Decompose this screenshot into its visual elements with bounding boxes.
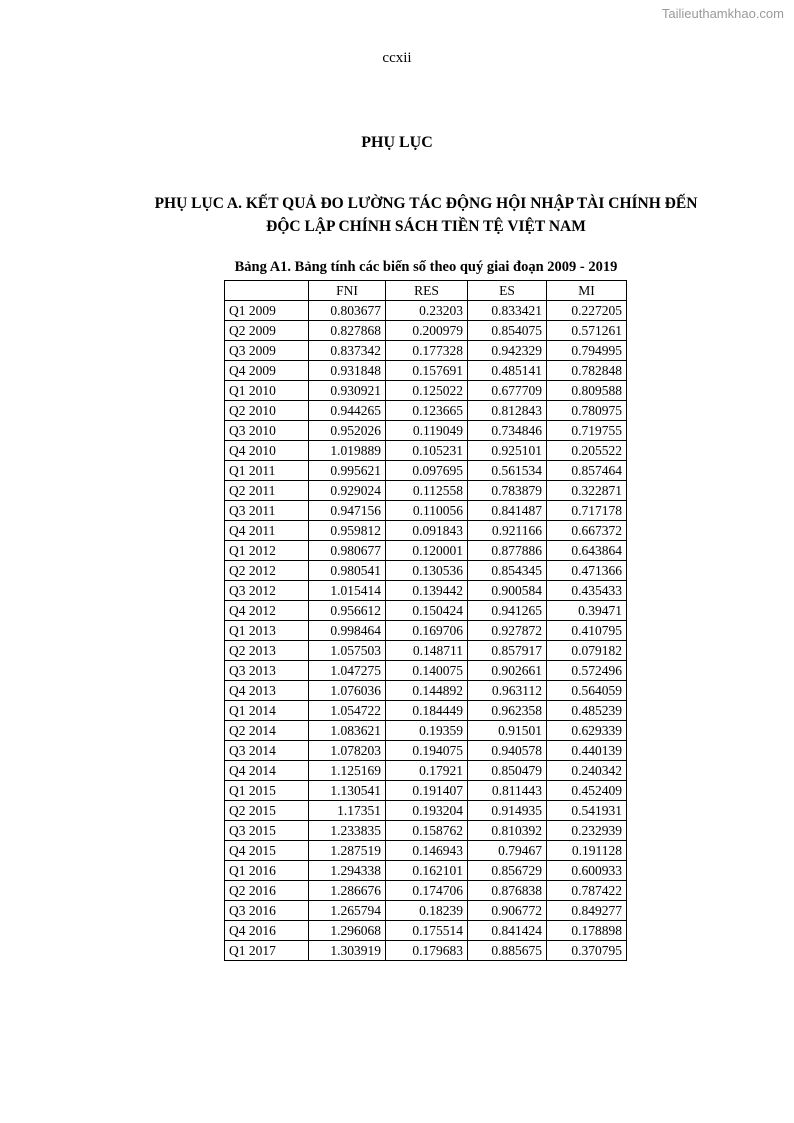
value-cell: 0.91501: [468, 721, 547, 741]
value-cell: 1.083621: [309, 721, 386, 741]
value-cell: 0.079182: [547, 641, 627, 661]
value-cell: 0.956612: [309, 601, 386, 621]
value-cell: 0.600933: [547, 861, 627, 881]
period-cell: Q2 2011: [225, 481, 309, 501]
value-cell: 1.294338: [309, 861, 386, 881]
value-cell: 0.091843: [386, 521, 468, 541]
table-row: [225, 881, 627, 901]
period-cell: Q1 2016: [225, 861, 309, 881]
period-cell: Q1 2015: [225, 781, 309, 801]
value-cell: 0.906772: [468, 901, 547, 921]
value-cell: 0.717178: [547, 501, 627, 521]
value-cell: 0.854075: [468, 321, 547, 341]
period-cell: Q1 2013: [225, 621, 309, 641]
table-row: [225, 601, 627, 621]
value-cell: 0.139442: [386, 581, 468, 601]
period-cell: Q3 2012: [225, 581, 309, 601]
value-cell: 0.667372: [547, 521, 627, 541]
value-cell: 0.876838: [468, 881, 547, 901]
value-cell: 1.019889: [309, 441, 386, 461]
table-row: [225, 521, 627, 541]
value-cell: 0.097695: [386, 461, 468, 481]
value-cell: 0.23203: [386, 301, 468, 321]
value-cell: 0.929024: [309, 481, 386, 501]
period-cell: Q2 2009: [225, 321, 309, 341]
table-row: [225, 501, 627, 521]
period-cell: Q1 2012: [225, 541, 309, 561]
value-cell: 0.561534: [468, 461, 547, 481]
period-cell: Q3 2015: [225, 821, 309, 841]
value-cell: 0.857464: [547, 461, 627, 481]
value-cell: 0.140075: [386, 661, 468, 681]
value-cell: 1.076036: [309, 681, 386, 701]
value-cell: 1.125169: [309, 761, 386, 781]
table-row: [225, 861, 627, 881]
value-cell: 0.232939: [547, 821, 627, 841]
value-cell: 1.130541: [309, 781, 386, 801]
table-row: [225, 761, 627, 781]
value-cell: 0.410795: [547, 621, 627, 641]
value-cell: 0.452409: [547, 781, 627, 801]
value-cell: 0.837342: [309, 341, 386, 361]
table-row: [225, 741, 627, 761]
value-cell: 0.193204: [386, 801, 468, 821]
value-cell: 0.940578: [468, 741, 547, 761]
value-cell: 0.794995: [547, 341, 627, 361]
value-cell: 0.944265: [309, 401, 386, 421]
value-cell: 1.17351: [309, 801, 386, 821]
period-cell: Q3 2011: [225, 501, 309, 521]
value-cell: 0.952026: [309, 421, 386, 441]
value-cell: 0.962358: [468, 701, 547, 721]
value-cell: 0.564059: [547, 681, 627, 701]
value-cell: 0.150424: [386, 601, 468, 621]
table-row: [225, 701, 627, 721]
value-cell: 0.541931: [547, 801, 627, 821]
value-cell: 0.175514: [386, 921, 468, 941]
value-cell: 0.194075: [386, 741, 468, 761]
value-cell: 0.783879: [468, 481, 547, 501]
value-cell: 0.130536: [386, 561, 468, 581]
value-cell: 0.833421: [468, 301, 547, 321]
table-row: [225, 321, 627, 341]
period-cell: Q2 2016: [225, 881, 309, 901]
period-cell: Q3 2010: [225, 421, 309, 441]
value-cell: 0.18239: [386, 901, 468, 921]
value-cell: 0.162101: [386, 861, 468, 881]
table-row: [225, 461, 627, 481]
value-cell: 0.148711: [386, 641, 468, 661]
value-cell: 0.810392: [468, 821, 547, 841]
value-cell: 0.959812: [309, 521, 386, 541]
value-cell: 0.877886: [468, 541, 547, 561]
value-cell: 0.942329: [468, 341, 547, 361]
value-cell: 0.809588: [547, 381, 627, 401]
period-cell: Q4 2012: [225, 601, 309, 621]
value-cell: 1.303919: [309, 941, 386, 961]
value-cell: 0.811443: [468, 781, 547, 801]
value-cell: 0.572496: [547, 661, 627, 681]
value-cell: 0.980677: [309, 541, 386, 561]
value-cell: 0.322871: [547, 481, 627, 501]
section-title: [60, 192, 792, 238]
table-row: [225, 401, 627, 421]
period-cell: Q4 2009: [225, 361, 309, 381]
value-cell: 0.850479: [468, 761, 547, 781]
value-cell: 0.677709: [468, 381, 547, 401]
period-cell: Q2 2010: [225, 401, 309, 421]
table-row: [225, 421, 627, 441]
header-cell-res: RES: [386, 281, 468, 301]
period-cell: Q2 2012: [225, 561, 309, 581]
table-row: [225, 781, 627, 801]
value-cell: 0.963112: [468, 681, 547, 701]
period-cell: Q1 2014: [225, 701, 309, 721]
value-cell: 0.485239: [547, 701, 627, 721]
section-title-line-1: PHỤ LỤC A. KẾT QUẢ ĐO LƯỜNG TÁC ĐỘNG HỘI NHẬP TÀI CHÍNH ĐẾN: [154, 195, 698, 212]
value-cell: 0.930921: [309, 381, 386, 401]
value-cell: 0.998464: [309, 621, 386, 641]
value-cell: 1.054722: [309, 701, 386, 721]
value-cell: 0.157691: [386, 361, 468, 381]
value-cell: 0.856729: [468, 861, 547, 881]
value-cell: 0.812843: [468, 401, 547, 421]
period-cell: Q4 2011: [225, 521, 309, 541]
value-cell: 0.435433: [547, 581, 627, 601]
watermark: Tailieuthamkhao.com: [661, 6, 784, 21]
value-cell: 0.780975: [547, 401, 627, 421]
table-row: [225, 941, 627, 961]
value-cell: 0.643864: [547, 541, 627, 561]
table-row: [225, 441, 627, 461]
table-row: [225, 341, 627, 361]
value-cell: 1.265794: [309, 901, 386, 921]
value-cell: 0.123665: [386, 401, 468, 421]
table-row: [225, 901, 627, 921]
value-cell: 0.440139: [547, 741, 627, 761]
table-row: [225, 841, 627, 861]
value-cell: 0.119049: [386, 421, 468, 441]
value-cell: 0.240342: [547, 761, 627, 781]
value-cell: 0.854345: [468, 561, 547, 581]
period-cell: Q4 2013: [225, 681, 309, 701]
table-row: [225, 561, 627, 581]
value-cell: 0.857917: [468, 641, 547, 661]
value-cell: 1.047275: [309, 661, 386, 681]
value-cell: 1.057503: [309, 641, 386, 661]
value-cell: 0.841487: [468, 501, 547, 521]
value-cell: 0.120001: [386, 541, 468, 561]
value-cell: 1.015414: [309, 581, 386, 601]
value-cell: 0.191407: [386, 781, 468, 801]
table-caption: Bảng A1. Bảng tính các biến số theo quý giai đoạn 2009 - 2019: [234, 259, 618, 275]
value-cell: 0.931848: [309, 361, 386, 381]
value-cell: 0.900584: [468, 581, 547, 601]
value-cell: 0.925101: [468, 441, 547, 461]
period-cell: Q1 2010: [225, 381, 309, 401]
table-row: [225, 581, 627, 601]
value-cell: 0.941265: [468, 601, 547, 621]
value-cell: 1.078203: [309, 741, 386, 761]
period-cell: Q3 2014: [225, 741, 309, 761]
period-cell: Q3 2013: [225, 661, 309, 681]
value-cell: 0.79467: [468, 841, 547, 861]
table-header: [225, 281, 627, 301]
header-cell-mi: MI: [547, 281, 627, 301]
value-cell: 0.178898: [547, 921, 627, 941]
period-cell: Q1 2011: [225, 461, 309, 481]
value-cell: 0.370795: [547, 941, 627, 961]
value-cell: 0.205522: [547, 441, 627, 461]
value-cell: 0.719755: [547, 421, 627, 441]
value-cell: 0.849277: [547, 901, 627, 921]
value-cell: 0.803677: [309, 301, 386, 321]
data-table: [224, 280, 627, 961]
value-cell: 0.485141: [468, 361, 547, 381]
value-cell: 0.39471: [547, 601, 627, 621]
header-cell-blank: [225, 281, 309, 301]
period-cell: Q1 2009: [225, 301, 309, 321]
table-row: [225, 801, 627, 821]
value-cell: 0.227205: [547, 301, 627, 321]
period-cell: Q1 2017: [225, 941, 309, 961]
value-cell: 0.827868: [309, 321, 386, 341]
value-cell: 0.200979: [386, 321, 468, 341]
value-cell: 0.110056: [386, 501, 468, 521]
table-row: [225, 821, 627, 841]
value-cell: 0.146943: [386, 841, 468, 861]
period-cell: Q4 2016: [225, 921, 309, 941]
value-cell: 0.841424: [468, 921, 547, 941]
header-cell-es: ES: [468, 281, 547, 301]
period-cell: Q3 2009: [225, 341, 309, 361]
value-cell: 1.287519: [309, 841, 386, 861]
value-cell: 0.734846: [468, 421, 547, 441]
table-row: [225, 481, 627, 501]
page-number: ccxii: [382, 50, 412, 66]
value-cell: 0.19359: [386, 721, 468, 741]
period-cell: Q4 2010: [225, 441, 309, 461]
value-cell: 0.174706: [386, 881, 468, 901]
value-cell: 0.885675: [468, 941, 547, 961]
table-row: [225, 681, 627, 701]
value-cell: 0.158762: [386, 821, 468, 841]
table-row: [225, 621, 627, 641]
value-cell: 0.980541: [309, 561, 386, 581]
value-cell: 0.787422: [547, 881, 627, 901]
value-cell: 1.286676: [309, 881, 386, 901]
value-cell: 0.995621: [309, 461, 386, 481]
value-cell: 0.112558: [386, 481, 468, 501]
value-cell: 0.629339: [547, 721, 627, 741]
table-body: [225, 301, 627, 961]
table-row: [225, 721, 627, 741]
period-cell: Q2 2015: [225, 801, 309, 821]
header-cell-fni: FNI: [309, 281, 386, 301]
value-cell: 0.947156: [309, 501, 386, 521]
value-cell: 0.191128: [547, 841, 627, 861]
period-cell: Q3 2016: [225, 901, 309, 921]
value-cell: 0.571261: [547, 321, 627, 341]
section-title-line-2: ĐỘC LẬP CHÍNH SÁCH TIỀN TỆ VIỆT NAM: [266, 218, 586, 235]
table-row: [225, 301, 627, 321]
value-cell: 0.914935: [468, 801, 547, 821]
period-cell: Q4 2014: [225, 761, 309, 781]
value-cell: 0.179683: [386, 941, 468, 961]
value-cell: 1.296068: [309, 921, 386, 941]
value-cell: 0.471366: [547, 561, 627, 581]
value-cell: 0.921166: [468, 521, 547, 541]
table-row: [225, 661, 627, 681]
appendix-title: PHỤ LỤC: [361, 134, 433, 151]
value-cell: 0.782848: [547, 361, 627, 381]
table-row: [225, 381, 627, 401]
value-cell: 0.927872: [468, 621, 547, 641]
value-cell: 0.17921: [386, 761, 468, 781]
table-row: [225, 361, 627, 381]
table-row: [225, 541, 627, 561]
value-cell: 1.233835: [309, 821, 386, 841]
table-row: [225, 641, 627, 661]
value-cell: 0.105231: [386, 441, 468, 461]
period-cell: Q4 2015: [225, 841, 309, 861]
period-cell: Q2 2014: [225, 721, 309, 741]
table-header-row: [225, 281, 627, 301]
value-cell: 0.902661: [468, 661, 547, 681]
value-cell: 0.144892: [386, 681, 468, 701]
table-row: [225, 921, 627, 941]
value-cell: 0.177328: [386, 341, 468, 361]
value-cell: 0.169706: [386, 621, 468, 641]
value-cell: 0.125022: [386, 381, 468, 401]
period-cell: Q2 2013: [225, 641, 309, 661]
value-cell: 0.184449: [386, 701, 468, 721]
